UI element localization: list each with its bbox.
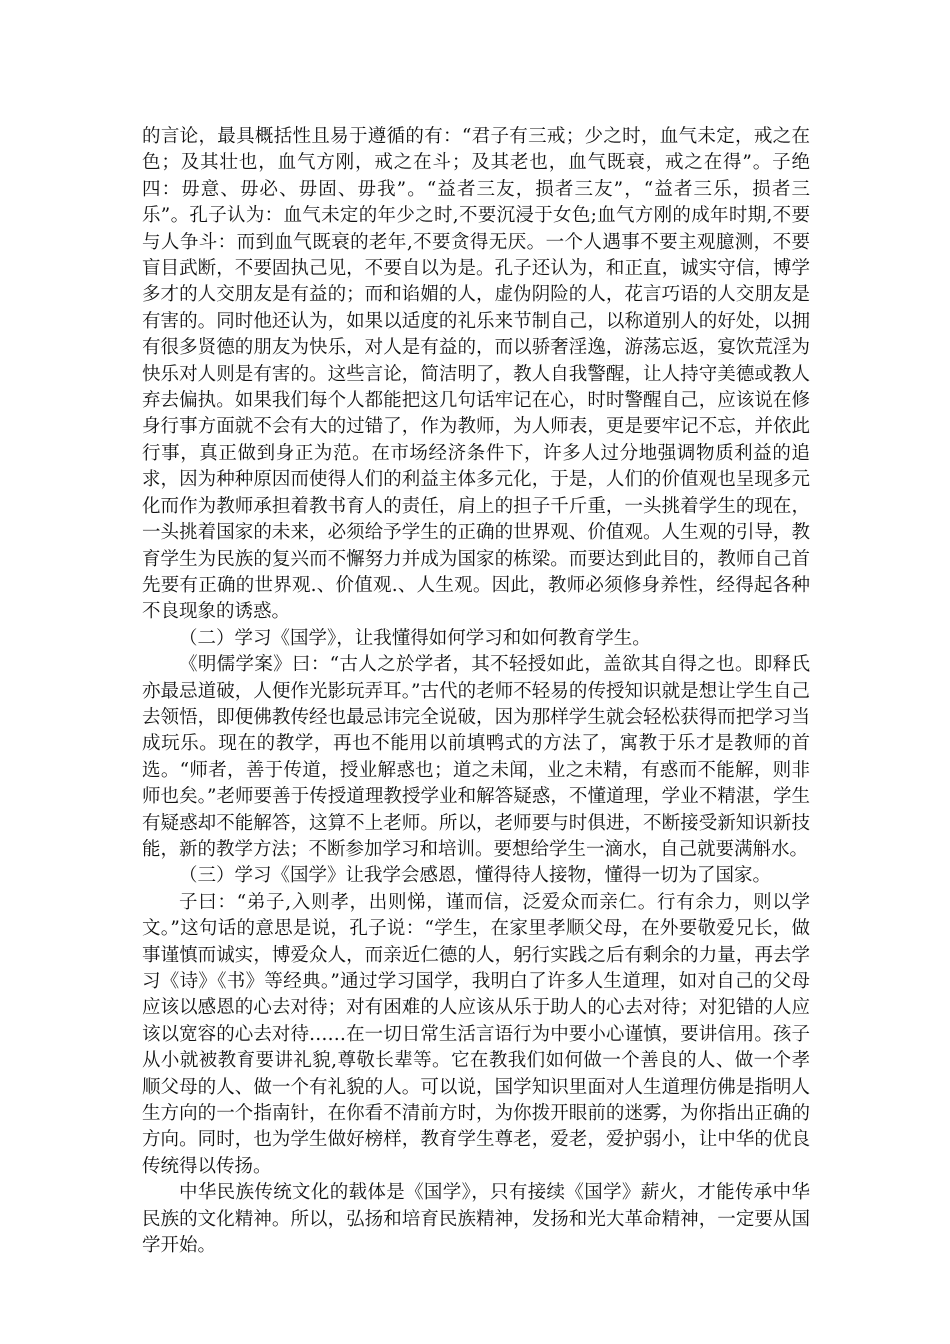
section-heading-3: （三）学习《国学》让我学会感恩，懂得待人接物，懂得一切为了国家。: [179, 865, 772, 887]
body-paragraph: 的言论，最具概括性且易于遵循的有：“君子有三戒；少之时，血气未定，戒之在色；及其壮也，血气方刚，戒之在斗；及其老也，血气既衰，戒之在得”。子绝四：毋意、毋必、毋固、毋我”。“益者三友，损者三友”，“益者三乐，损者三乐”。孔子认为：血气未定的年少之时,不要沉浸于女色;血气方刚的成年时期,不要与人争斗：而到血气既衰的老年,不要贪得无厌。一个人遇事不要主观臆测，不要盲目武断，不要固执己见，不要自以为是。孔子还认为，和正直，诚实守信，博学多才的人交朋友是有益的；而和谄媚的人，虚伪阴险的人，花言巧语的人交朋友是有害的。同时他还认为，如果以适度的礼乐来节制自己，以称道别人的好处，以拥有很多贤德的朋友为快乐，对人是有益的，而以骄奢淫逸，游荡忘返，宴饮荒淫为快乐对人则是有害的。这些言论，简洁明了，教人自我警醒，让人持守美德或教人弃去偏执。如果我们每个人都能把这几句话牢记在心，时时警醒自己，应该说在修身行事方面就不会有大的过错了，作为教师，为人师表，更是要牢记不忘，并依此行事，真正做到身正为范。在市场经济条件下，许多人过分地强调物质利益的追求，因为种种原因而使得人们的利益主体多元化，于是，人们的价值观也呈现多元化而作为教师承担着教书育人的责任，肩上的担子千斤重，一头挑着学生的现在，一头挑着国家的未来，必须给予学生的正确的世界观、价值观。人生观的引导，教育学生为民族的复兴而不懈努力并成为国家的栋梁。而要达到此目的，教师自己首先要有正确的世界观.、价值观.、人生观。因此，教师必须修身养性，经得起各种不良现象的诱惑。: [142, 126, 810, 623]
body-paragraph: 子曰：“弟子,入则孝，出则悌，谨而信，泛爱众而亲仁。行有余力，则以学文。”这句话的意思是说，孔子说：“学生，在家里孝顺父母，在外要敬爱兄长，做事谨慎而诚实，博爱众人，而亲近仁德的人，躬行实践之后有剩余的力量，再去学习《诗》《书》等经典。”通过学习国学，我明白了许多人生道理，如对自己的父母应该以感恩的心去对待；对有困难的人应该从乐于助人的心去对待；对犯错的人应该以宽容的心去对待……在一切日常生活言语行为中要小心谨慎，要讲信用。孩子从小就被教育要讲礼貌,尊敬长辈等。它在教我们如何做一个善良的人、做一个孝顺父母的人、做一个有礼貌的人。可以说，国学知识里面对人生道理仿佛是指明人生方向的一个指南针，在你看不清前方时，为你拨开眼前的迷雾，为你指出正确的方向。同时，也为学生做好榜样，教育学生尊老，爱老，爱护弱小，让中华的优良传统得以传扬。: [142, 891, 810, 1177]
conclusion-paragraph: 中华民族传统文化的载体是《国学》，只有接续《国学》薪火，才能传承中华民族的文化精神。所以，弘扬和培育民族精神，发扬和光大革命精神，一定要从国学开始。: [142, 1182, 810, 1257]
body-paragraph: 《明儒学案》曰：“古人之於学者，其不轻授如此，盖欲其自得之也。即释氏亦最忌道破，人便作光影玩弄耳。”古代的老师不轻易的传授知识就是想让学生自己去领悟，即便佛教传经也最忌讳完全说破，因为那样学生就会轻松获得而把学习当成玩乐。现在的教学，再也不能用以前填鸭式的方法了，寓教于乐才是教师的首选。“师者，善于传道，授业解惑也；道之未闻，业之未精，有惑而不能解，则非师也矣。”老师要善于传授道理教授学业和解答疑惑，不懂道理，学业不精湛，学生有疑惑却不能解答，这算不上老师。所以，老师要与时俱进，不断接受新知识新技能，新的教学方法；不断参加学习和培训。要想给学生一滴水，自己就要满斛水。: [142, 654, 810, 860]
document-body: [142, 124, 810, 1259]
section-heading-2: （二）学习《国学》，让我懂得如何学习和如何教育学生。: [179, 627, 651, 649]
